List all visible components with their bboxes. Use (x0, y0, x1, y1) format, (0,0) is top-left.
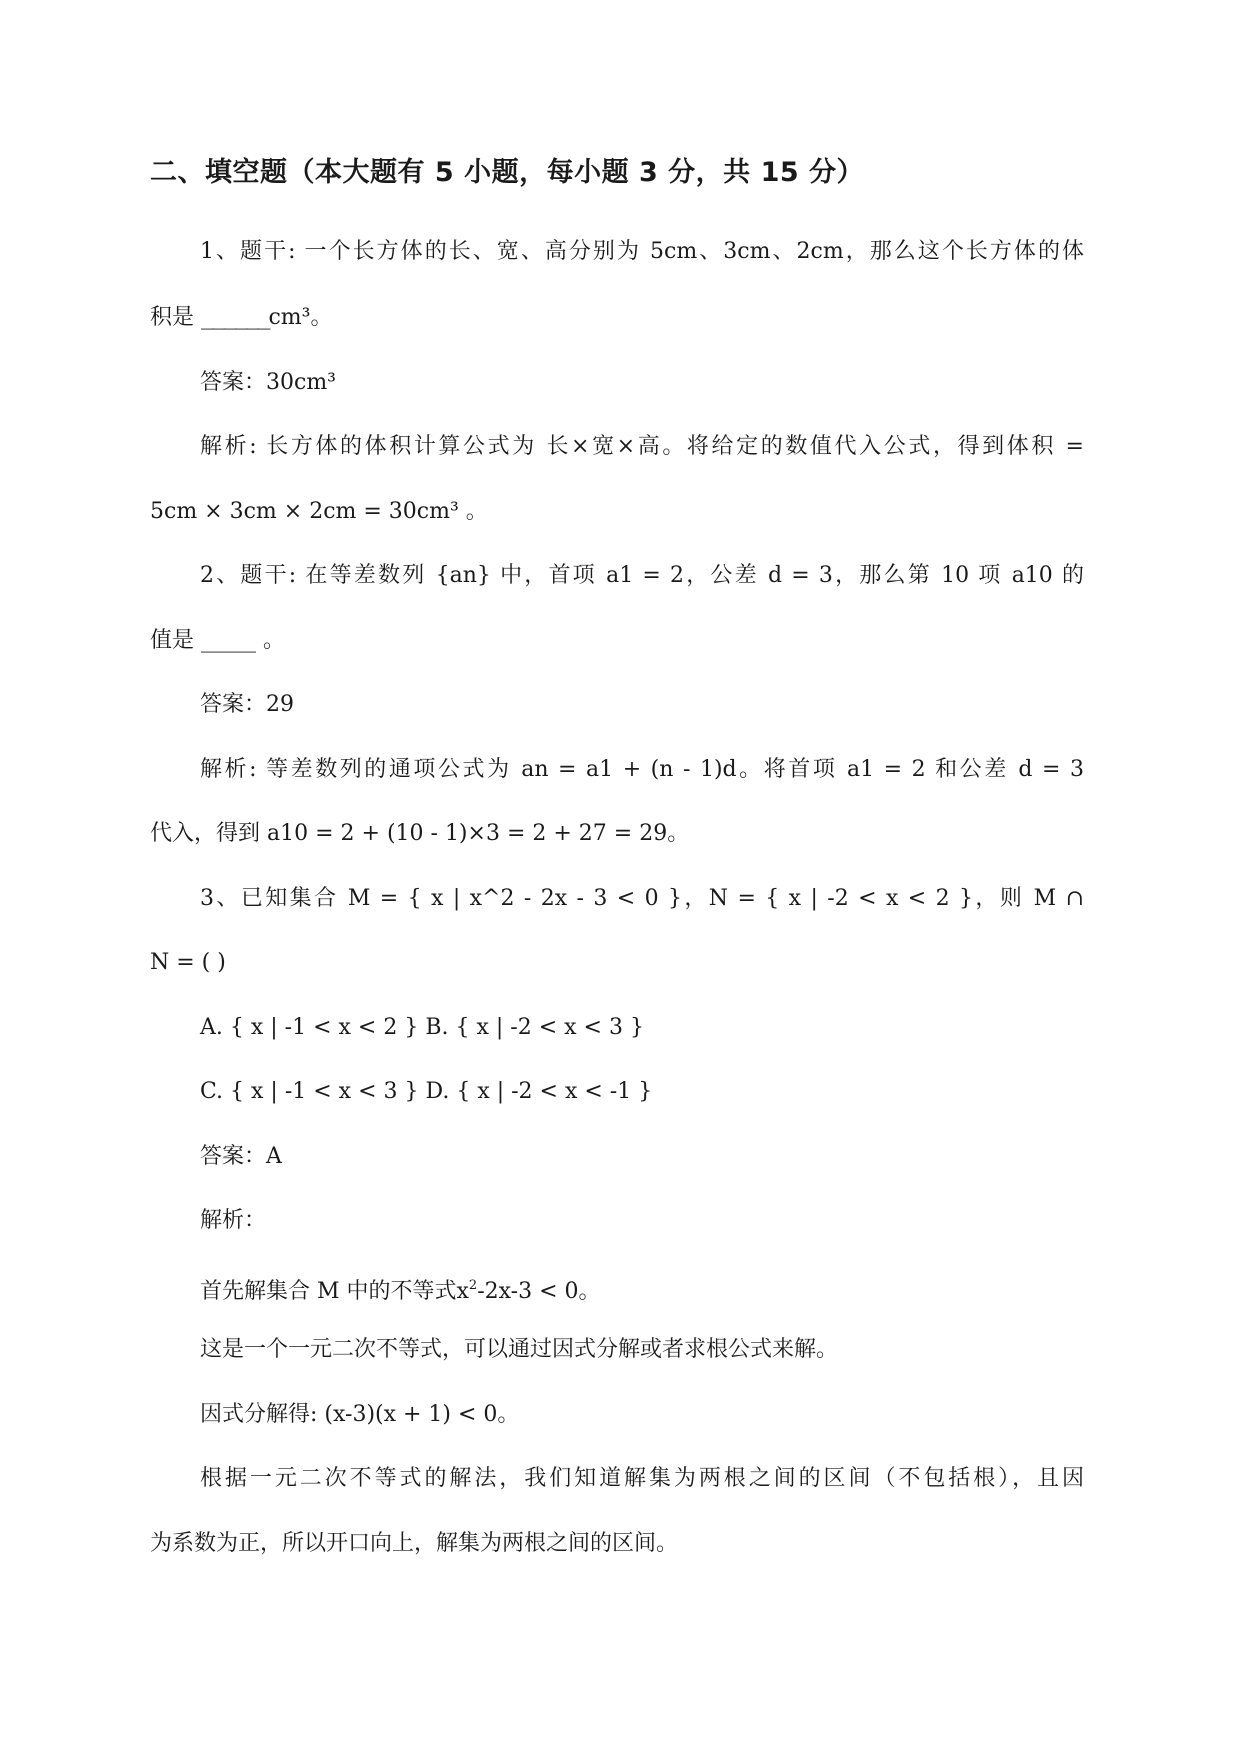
q3-step-1 (200, 1271, 601, 1307)
q1-stem-prefix: 积是 (150, 305, 201, 330)
q3-step-3: 因式分解得: (x-3)(x + 1) < 0。 (200, 1402, 520, 1427)
q3-options-line-1: A. { x | -1 < x < 2 } B. { x | -2 < x < 3 } (200, 1015, 644, 1040)
q2-stem-line-2: 值是 _____ 。 (150, 628, 285, 653)
section-title: 二、填空题（本大题有 5 小题，每小题 3 分，共 15 分） (150, 157, 865, 188)
q3-step-4-line-1: 根据一元二次不等式的解法，我们知道解集为两根之间的区间（不包括根），且因 (200, 1466, 1084, 1491)
q3-step-1-text: 首先解集合 M 中的不等式x (200, 1279, 469, 1304)
q3-answer: 答案：A (200, 1144, 282, 1169)
q3-options-line-2: C. { x | -1 < x < 3 } D. { x | -2 < x < -1 } (200, 1079, 653, 1104)
q1-answer: 答案：30cm³ (200, 370, 336, 395)
q1-analysis-line-2: 5cm × 3cm × 2cm = 30cm³ 。 (150, 499, 488, 524)
q2-answer: 答案：29 (200, 692, 294, 717)
q3-stem-line-2: N = ( ) (150, 950, 226, 975)
q1-stem-line-2 (150, 303, 333, 333)
q1-answer-blank: ______ (201, 305, 269, 330)
q3-step-1-rest: -2x-3 < 0。 (477, 1279, 601, 1304)
q3-step-4-line-2: 为系数为正，所以开口向上，解集为两根之间的区间。 (150, 1531, 679, 1556)
q1-stem-suffix: cm³。 (268, 305, 333, 330)
q3-stem-line-1: 3、已知集合 M = { x | x^2 - 2x - 3 < 0 }，N = { x | -2 < x < 2 }，则 M ∩ (200, 886, 1084, 911)
q3-step-1-exponent: 2 (468, 1278, 478, 1293)
q1-stem-line-1: 1、题干: 一个长方体的长、宽、高分别为 5cm、3cm、2cm，那么这个长方体的体 (200, 239, 1084, 264)
q2-analysis-line-1: 解析: 等差数列的通项公式为 an = a1 + (n - 1)d。将首项 a1 = 2 和公差 d = 3 (200, 757, 1084, 782)
q2-stem-line-1: 2、题干: 在等差数列 {an} 中，首项 a1 = 2，公差 d = 3，那么第 10 项 a10 的 (200, 563, 1084, 588)
q2-analysis-line-2: 代入，得到 a10 = 2 + (10 - 1)×3 = 2 + 27 = 29。 (150, 821, 690, 846)
q1-analysis-line-1: 解析: 长方体的体积计算公式为 长×宽×高。将给定的数值代入公式，得到体积 = (200, 434, 1084, 459)
q3-analysis-label: 解析： (200, 1208, 267, 1233)
q3-step-2: 这是一个一元二次不等式，可以通过因式分解或者求根公式来解。 (200, 1337, 839, 1362)
